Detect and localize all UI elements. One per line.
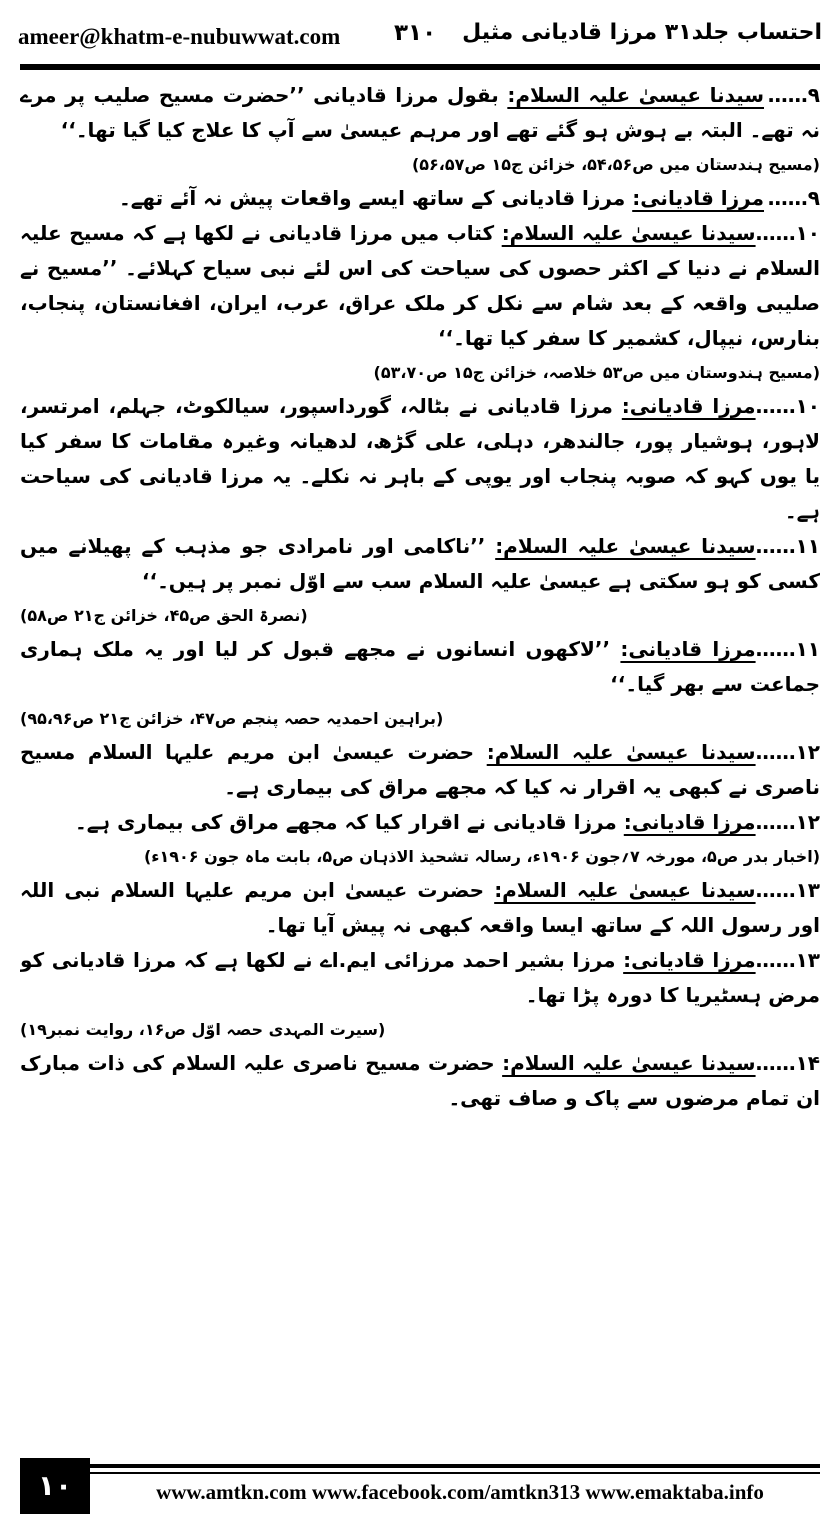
entry-text: مرزا قادیانی کے ساتھ ایسے واقعات پیش نہ آئے تھے۔	[118, 186, 633, 210]
entry-number: ۱۳……	[755, 948, 820, 972]
numbered-entry	[20, 735, 820, 805]
reference-citation: (مسیح ہندوستان میں ص۵۳ خلاصہ، خزائن ج۱۵ ص۵۳،۷۰)	[373, 363, 820, 382]
page-header	[18, 18, 822, 66]
entry-heading: سیدنا عیسیٰ علیہ السلام:	[486, 740, 756, 764]
entry-number: ۱۱……	[755, 534, 820, 558]
entry-text: ’’لاکھوں انسانوں نے مجھے قبول کر لیا اور یہ ملک ہماری جماعت سے بھر گیا۔‘‘	[20, 637, 820, 696]
numbered-entry	[20, 529, 820, 599]
entry-number: ۱۲……	[755, 810, 820, 834]
entry-number: ۱۳……	[755, 878, 820, 902]
numbered-entry	[20, 78, 820, 148]
entry-heading: سیدنا عیسیٰ علیہ السلام:	[502, 1051, 756, 1075]
footer-page-box: ۱۰	[20, 1458, 90, 1514]
entry-heading: مرزا قادیانی:	[621, 394, 756, 418]
entry-heading: مرزا قادیانی:	[623, 810, 756, 834]
numbered-entry	[20, 216, 820, 356]
reference-citation: (براہین احمدیہ حصہ پنجم ص۴۷، خزائن ج۲۱ ص۹۵،۹۶)	[20, 709, 444, 728]
entry-number: ۹……	[767, 83, 820, 107]
header-page-number: ۳۱۰	[394, 20, 437, 46]
numbered-entry	[20, 943, 820, 1013]
entry-text: حضرت عیسیٰ ابن مریم علیہا السلام مسیح ناصری نے کبھی یہ اقرار نہ کیا کہ مجھے مراق کی بیماری ہے۔	[20, 740, 820, 799]
entry-heading: سیدنا عیسیٰ علیہ السلام:	[495, 534, 756, 558]
header-email: ameer@khatm-e-nubuwwat.com	[18, 24, 341, 49]
footer-rule-thick	[90, 1464, 820, 1468]
numbered-entry	[20, 389, 820, 529]
entry-number: ۱۲……	[755, 740, 820, 764]
entry-text: بقول مرزا قادیانی ’’حضرت مسیح صلیب پر مرے نہ تھے۔ البتہ بے ہوش ہو گئے تھے اور مرہم عیسیٰ سے آپ کا علاج کیا گیا تھا۔‘‘	[20, 83, 820, 142]
entry-heading: مرزا قادیانی:	[632, 186, 764, 210]
reference-citation: (سیرت المہدی حصہ اوّل ص۱۶، روایت نمبر۱۹)	[20, 1020, 386, 1039]
entry-text: ’’ناکامی اور نامرادی جو مذہب کے پھیلانے میں کسی کو ہو سکتی ہے عیسیٰ علیہ السلام سب سے اوّل نمبر پر ہیں۔‘‘	[20, 534, 820, 593]
header-rule	[20, 64, 820, 70]
entry-heading: مرزا قادیانی:	[623, 948, 756, 972]
entry-text: حضرت عیسیٰ ابن مریم علیہا السلام نبی اللہ اور رسول اللہ کے ساتھ ایسا واقعہ کبھی نہ پیش آیا تھا۔	[20, 878, 820, 937]
numbered-entry	[20, 181, 820, 216]
entry-number: ۱۰……	[755, 221, 820, 245]
numbered-entry	[20, 632, 820, 702]
entry-text: مرزا قادیانی نے اقرار کیا کہ مجھے مراق کی بیماری ہے۔	[74, 810, 624, 834]
numbered-entry	[20, 873, 820, 943]
reference-citation: (مسیح ہندستان میں ص۵۴،۵۶، خزائن ج۱۵ ص۵۶،۵۷)	[411, 155, 820, 174]
entry-heading: سیدنا عیسیٰ علیہ السلام:	[507, 83, 764, 107]
entry-heading: مرزا قادیانی:	[620, 637, 756, 661]
entry-number: ۹……	[767, 186, 820, 210]
numbered-entry	[20, 1046, 820, 1116]
footer-rule-thin	[90, 1472, 820, 1474]
entry-number: ۱۴……	[755, 1051, 820, 1075]
numbered-entry	[20, 805, 820, 840]
entry-text: مرزا بشیر احمد مرزائی ایم.اے نے لکھا ہے کہ مرزا قادیانی کو مرض ہسٹیریا کا دورہ پڑا تھا۔	[20, 948, 820, 1007]
footer-urls: www.amtkn.com www.facebook.com/amtkn313 www.emaktaba.info	[156, 1480, 764, 1504]
entry-text: کتاب میں مرزا قادیانی نے لکھا ہے کہ مسیح علیہ السلام نے دنیا کے اکثر حصوں کی سیاحت کی اس لئے نبی سیاح کہلائے۔ ’’مسیح نے صلیبی واقعہ کے بعد شام سے نکل کر ملک عراق، عرب، ایران، افغانستان، پنجاب، بنارس، نیپال، کشمیر کا سفر کیا تھا۔‘‘	[20, 221, 820, 350]
header-book-title: احتساب جلد۳۱ مرزا قادیانی مثیل	[462, 20, 822, 45]
entry-number: ۱۰……	[755, 394, 820, 418]
entry-number: ۱۱……	[755, 637, 820, 661]
reference-citation: (اخبار بدر ص۵، مورخہ ۷؍جون ۱۹۰۶ء، رسالہ تشحیذ الاذہان ص۵، بابت ماہ جون ۱۹۰۶ء)	[143, 847, 820, 866]
reference-citation: (نصرۃ الحق ص۴۵، خزائن ج۲۱ ص۵۸)	[20, 606, 308, 625]
page-body	[20, 78, 820, 1450]
entry-text: مرزا قادیانی نے بٹالہ، گورداسپور، سیالکوٹ، جہلم، امرتسر، لاہور، ہوشیار پور، جالندھر، دہلی، علی گڑھ، لدھیانہ وغیرہ مقامات کا سفر کیا یا یوں کہو کہ صوبہ پنجاب اور یوپی کے باہر نہ نکلے۔ یہ مرزا قادیانی کی سیاحت ہے۔	[20, 394, 820, 523]
entry-text: حضرت مسیح ناصری علیہ السلام کی ذات مبارک ان تمام مرضوں سے پاک و صاف تھی۔	[20, 1051, 820, 1110]
entry-heading: سیدنا عیسیٰ علیہ السلام:	[494, 878, 756, 902]
entry-heading: سیدنا عیسیٰ علیہ السلام:	[501, 221, 756, 245]
page-footer	[20, 1458, 820, 1522]
